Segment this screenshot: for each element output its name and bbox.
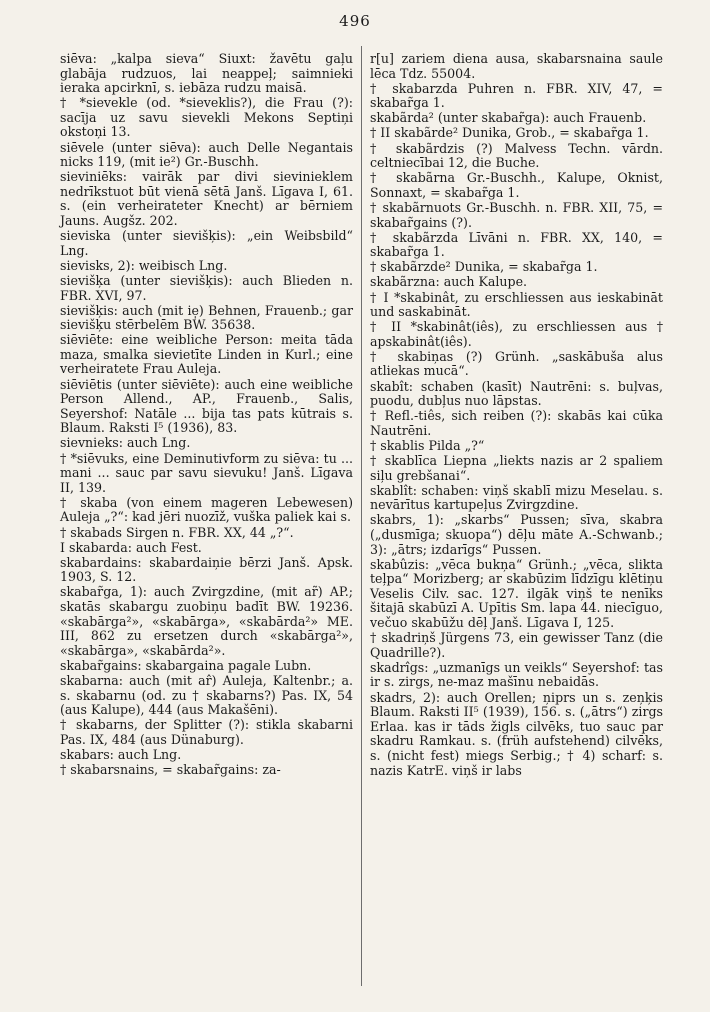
dictionary-entry: † skabiņas (?) Grünh. „saskābuša alus atliekas mucā“. [370, 348, 663, 379]
dictionary-entry: † skadriņš Jürgens 73, ein gewisser Tanz (die Quadrille?). [370, 630, 663, 660]
dictionary-entry: sievisks, 2): weibisch Lng. [60, 257, 228, 273]
dictionary-entry: skabãrda² (unter skabar̃ga): auch Frauenb. [370, 110, 647, 126]
dictionary-entry: skabrs, 1): „skarbs“ Pussen; sīva, skabra („dusmīga; skuopa“) dēļu māte A.-Schwanb.; 3): „ātrs; izdarīgs“ Pussen. [370, 512, 663, 557]
dictionary-entry: † skabãrzde² Dunika, = skabar̃ga 1. [370, 259, 598, 275]
left-column [60, 52, 353, 778]
dictionary-entry: skabar̃gains: skabargaina pagale Lubn. [60, 657, 312, 673]
dictionary-entry: siēvele (unter siēva): auch Delle Negantais nicks 119, (mit ie²) Gr.-Buschh. [60, 139, 353, 170]
dictionary-entry: skabûzis: „vēca bukņa“ Grünh.; „vēca, slikta teļpa“ Morizberg; ar skabūzim līdzīgu klētiņu Veselis Cilv. sac. 127. ilgāk viņš te nenīks šitajā skabūzī A. Upītis Sm. lapa 44. niecīguo, večuo skabūžu dēļ Janš. Līgava I, 125. [370, 556, 663, 631]
dictionary-entry: † skabãrna Gr.-Buschh., Kalupe, Oknist, Sonnaxt, = skabar̃ga 1. [370, 170, 663, 200]
dictionary-entry: † skabarns, der Splitter (?): stikla skabarni Pas. IX, 484 (aus Dünaburg). [60, 717, 353, 747]
dictionary-entry: skablît: schaben: viņš skablī mizu Meselau. s. nevārītus kartupeļus Zvirgzdine. [370, 482, 663, 513]
right-column [370, 52, 663, 779]
dictionary-entry: skabardains: skabardaiņie bērzi Janš. Apsk. 1903, S. 12. [60, 554, 353, 585]
dictionary-entry: † skaba (von einem mageren Lebewesen) Auleja „?“: kad jēri nuozīž, vuška paliek kai s. [60, 494, 353, 525]
dictionary-entry: skabarna: auch (mit ar̂) Auleja, Kaltenbr.; a. s. skabarnu (od. zu † skabarns?) Pas. IX, 54 (aus Kalupe), 444 (aus Makašēni). [60, 672, 353, 718]
dictionary-entry: † skablīca Liepna „liekts nazis ar 2 spaliem siļu grebšanai“. [370, 453, 663, 483]
dictionary-entry: † *siēvuks, eine Deminutivform zu siēva: tu ... mani ... sauc par savu sievuku! Janš. Līgava II, 139. [60, 450, 353, 495]
dictionary-entry: skabar̃ga, 1): auch Zvirgzdine, (mit ar̃) AP.; skatās skabargu zuobiņu badīt BW. 19236. «skabārga²», «skabārga», «skabārda²» ME. III, 862 zu ersetzen durch «skabārga²», «skabārga», «skabārda²». [60, 584, 353, 658]
dictionary-entry: siēviēte: eine weibliche Person: meita tāda maza, smalka sievietīte Linden in Kurl.; eine verheiratete Frau Auleja. [60, 332, 353, 377]
dictionary-entry: sievišķa (unter sievišķis): auch Blieden n. FBR. XVI, 97. [60, 272, 353, 303]
dictionary-entry: † skabãrzda Līvāni n. FBR. XX, 140, = skabar̃ga 1. [370, 229, 663, 260]
dictionary-entry: skadrs, 2): auch Orellen; ņiprs un s. zeņķis Blaum. Raksti II⁵ (1939), 156. s. („ātrs“) zirgs Erlaa. kas ir tāds žigls cilvēks, tuo sauc par skadru Ramkau. s. (früh aufstehend) cilvēks, s. (nicht fest) miegs Serbig.; † 4) scharf: s. nazis KatrE. viņš ir labs [370, 689, 663, 778]
dictionary-entry: † Refl.-tiês, sich reiben (?): skabās kai cūka Nautrēni. [370, 408, 663, 438]
dictionary-entry: skadrîgs: „uzmanīgs un veikls“ Seyershof: tas ir s. zirgs, ne-maz mašīnu nebaidās. [370, 659, 663, 690]
dictionary-entry: siēva: „kalpa sieva“ Siuxt: žavētu gaļu glabāja rudzuos, lai neappeļ; saimnieki ieraka apcirknī, s. iebāza rudzu maisā. [60, 51, 353, 96]
dictionary-entry: † II skabãrde² Dunika, Grob., = skabar̃ga 1. [370, 125, 649, 141]
dictionary-entry: r[u] zariem diena ausa, skabarsnaina saule lēca Tdz. 55004. [370, 51, 663, 81]
dictionary-entry: † skabads Sirgen n. FBR. XX, 44 „?“. [60, 524, 294, 540]
dictionary-entry: siēviētis (unter siēviēte): auch eine weibliche Person Allend., AP., Frauenb., Salis, Seyershof: Natāle ... bija tas pats kūtrais s. Blaum. Raksti I⁵ (1936), 83. [60, 376, 353, 436]
dictionary-entry: † skabarsnains, = skabar̃gains: za- [60, 762, 281, 777]
dictionary-entry: † skabarzda Puhren n. FBR. XIV, 47, = skabar̃ga 1. [370, 80, 663, 111]
dictionary-entry: skabît: schaben (kasīt) Nautrēni: s. buļvas, puodu, dubļus nuo lāpstas. [370, 378, 663, 409]
dictionary-entry: sievišķis: auch (mit ie̩) Behnen, Frauenb.; gar sievišķu stērbelēm BW. 35638. [60, 302, 353, 333]
dictionary-entry: sieviniēks: vairāk par divi sievinieklem nedrīkstuot būt vienā sētā Janš. Līgava I, 61. s. (ein verheirateter Knecht) ar bērniem Jauns. Augšz. 202. [60, 169, 353, 229]
page-number: 496 [339, 12, 371, 30]
dictionary-entry: sieviska (unter sievišķis): „ein Weibsbild“ Lng. [60, 228, 353, 258]
dictionary-entry: † skablis Pilda „?“ [370, 437, 485, 453]
dictionary-entry: † skabãrnuots Gr.-Buschh. n. FBR. XII, 75, = skabar̃gains (?). [370, 199, 663, 230]
column-divider [361, 46, 362, 986]
dictionary-entry: sievnieks: auch Lng. [60, 435, 191, 451]
dictionary-entry: † *sievekle (od. *sieveklis?), die Frau (?): sacīja uz savu sievekli Mekons Septiņi okstoņi 13. [60, 95, 353, 140]
dictionary-entry: I skabarda: auch Fest. [60, 539, 202, 555]
dictionary-entry: † II *skabinât(iês), zu erschliessen aus † apskabinât(iês). [370, 319, 663, 349]
dictionary-entry: skabãrzna: auch Kalupe. [370, 274, 528, 290]
dictionary-entry: † skabãrdzis (?) Malvess Techn. vārdn. celtniecībai 12, die Buche. [370, 140, 663, 171]
dictionary-entry: skabars: auch Lng. [60, 746, 182, 762]
dictionary-entry: † I *skabinât, zu erschliessen aus ieskabināt und saskabināt. [370, 289, 663, 320]
